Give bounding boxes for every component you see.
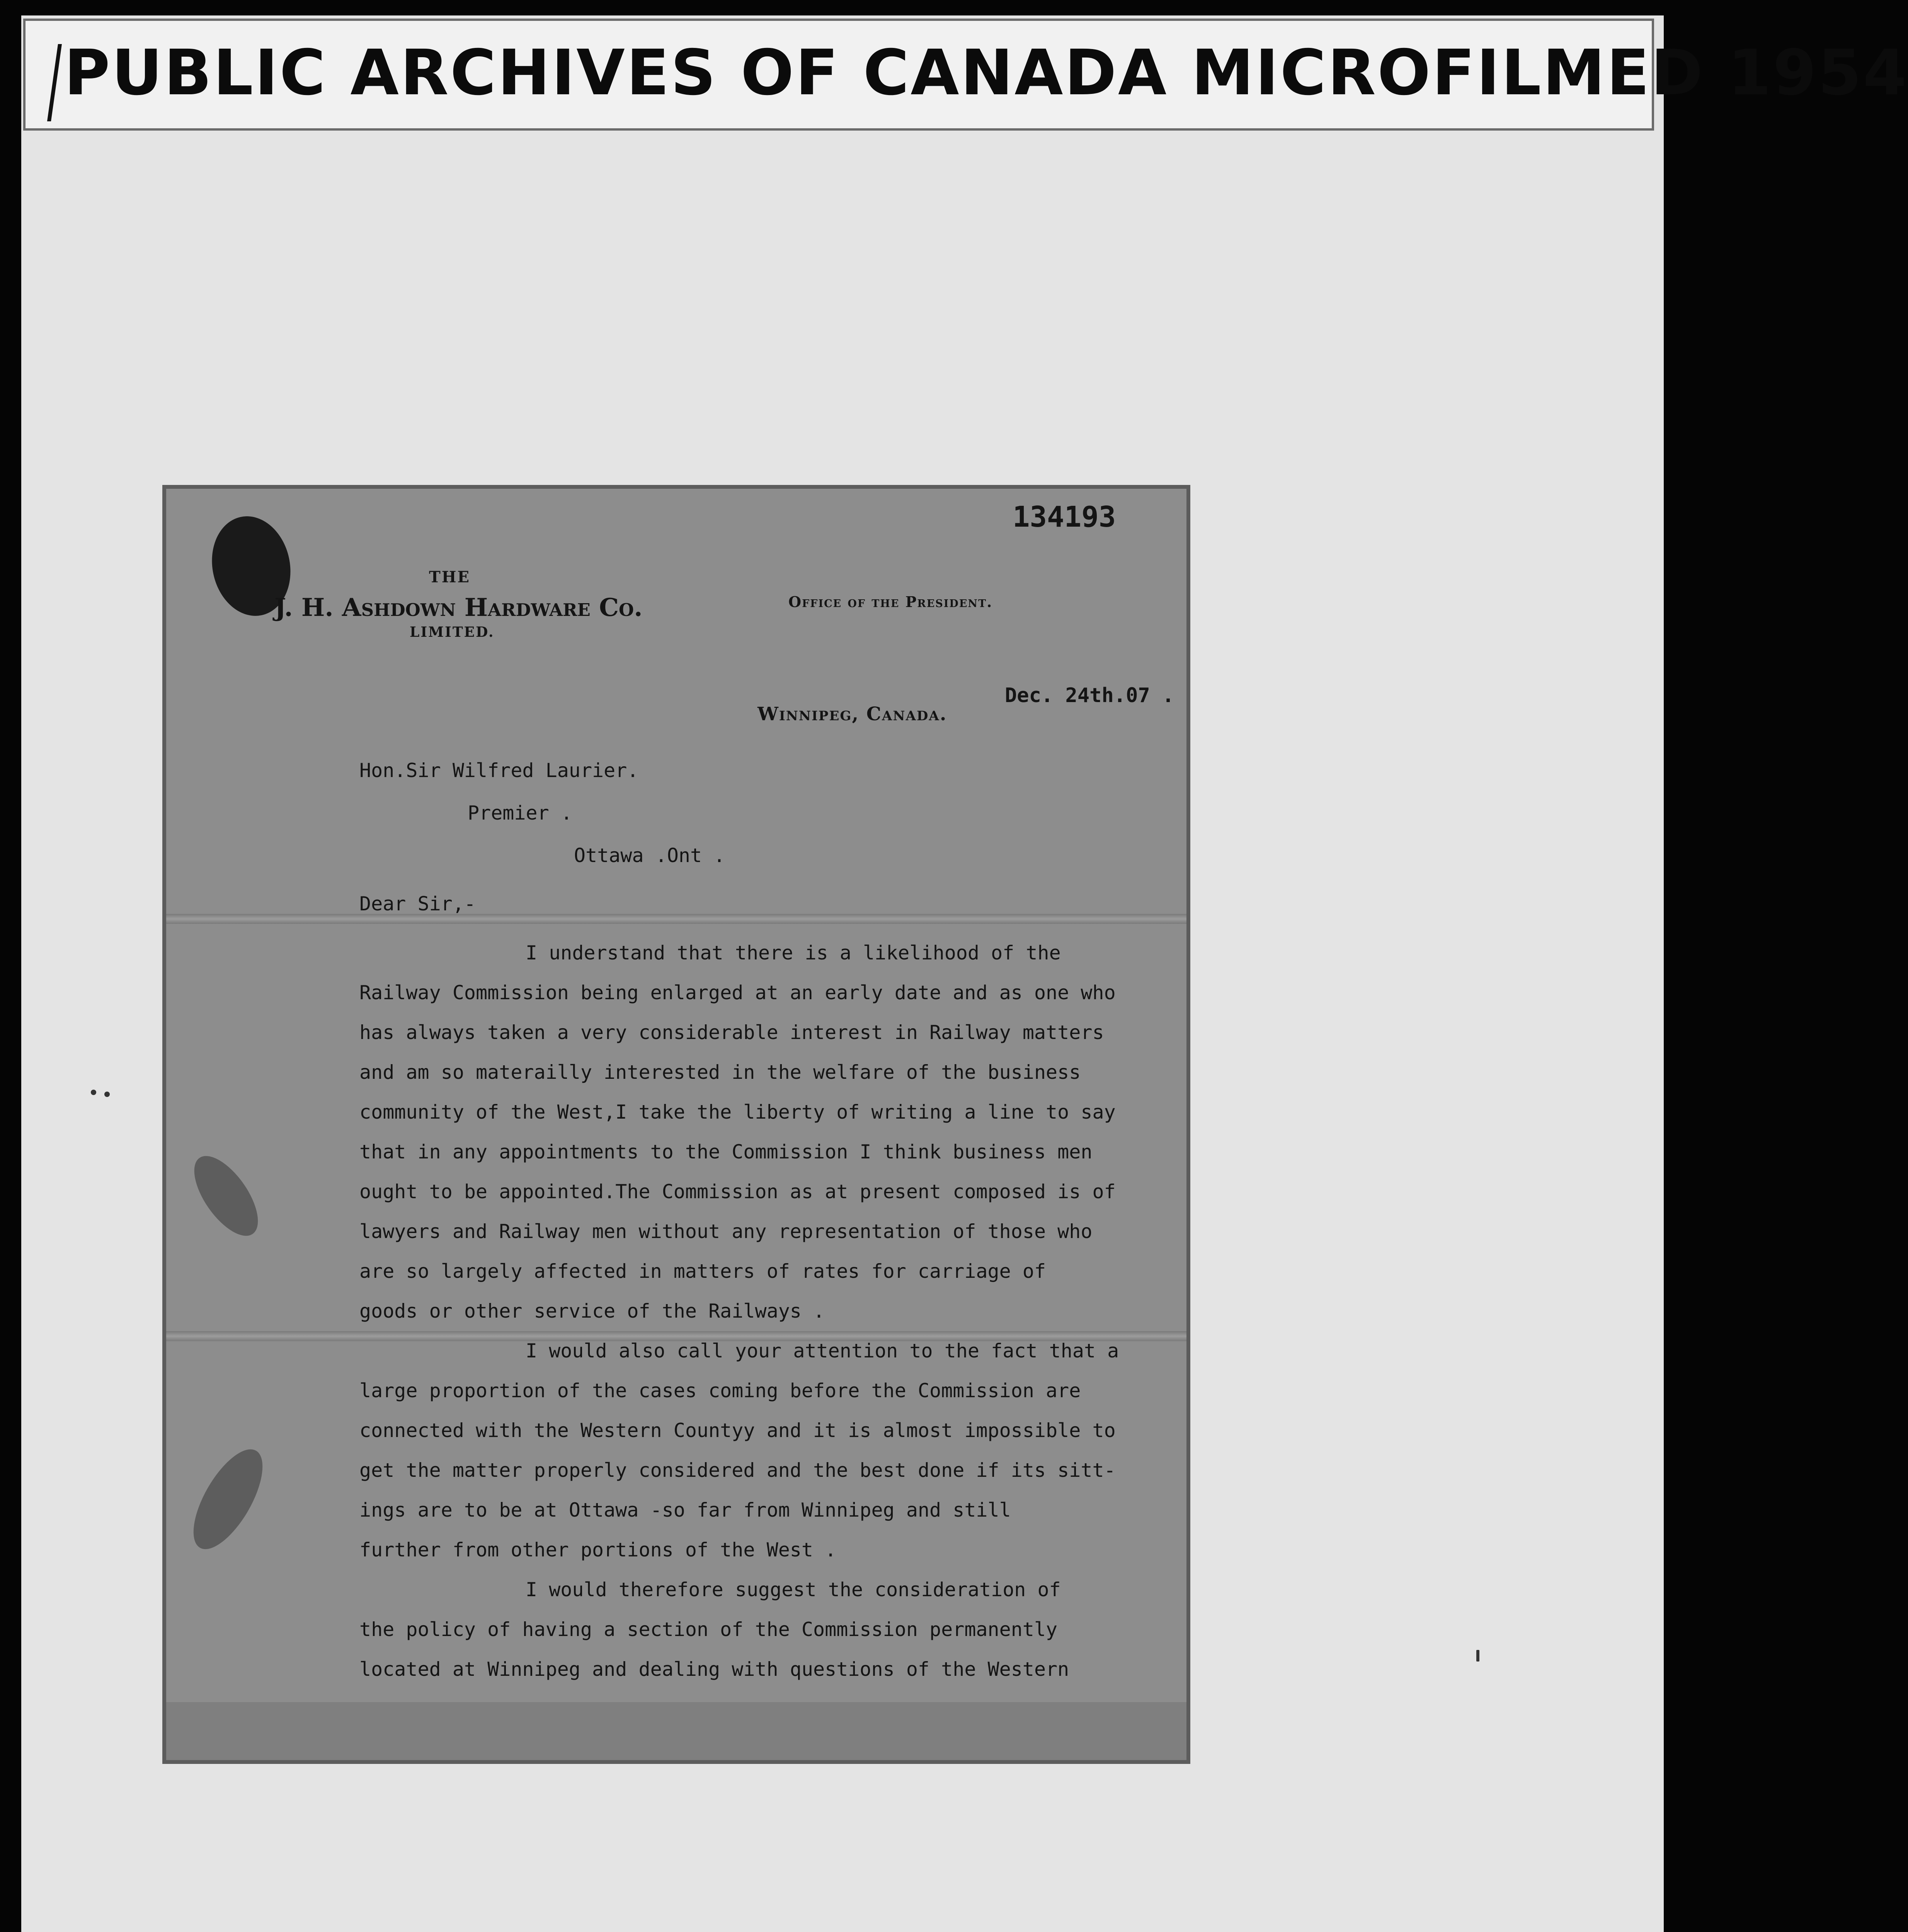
body-line: has always taken a very considerable interest in Railway matters [359, 1021, 1104, 1044]
film-speck [104, 1092, 110, 1097]
archive-banner [23, 19, 1908, 131]
page-shadow [166, 1702, 1186, 1760]
fold-crease [166, 914, 1186, 924]
body-line: connected with the Western Countyy and it is almost impossible to [359, 1419, 1116, 1442]
body-line: further from other portions of the West . [359, 1539, 837, 1561]
body-line: goods or other service of the Railways . [359, 1300, 825, 1322]
letterhead-limited: LIMITED. [410, 624, 495, 640]
letterhead-company: J. H. Ashdown Hardware Co. [274, 593, 643, 622]
film-speck [1476, 1650, 1479, 1662]
letter-body [359, 933, 1194, 1689]
recipient-title: Premier . [468, 802, 572, 824]
body-line: ought to be appointed.The Commission as at present composed is of [359, 1180, 1116, 1203]
body-line: ings are to be at Ottawa -so far from Winnipeg and still [359, 1499, 1011, 1521]
ink-smudge [182, 1146, 270, 1246]
recipient-name: Hon.Sir Wilfred Laurier. [359, 759, 639, 782]
body-line: that in any appointments to the Commission I think business men [359, 1141, 1093, 1163]
body-line: large proportion of the cases coming before the Commission are [359, 1379, 1081, 1402]
body-line: I would also call your attention to the fact that a [526, 1340, 1119, 1362]
ink-smudge [180, 1439, 276, 1559]
letter-page [162, 485, 1190, 1764]
banner-title: PUBLIC ARCHIVES OF CANADA MICROFILMED 1954 [64, 37, 1908, 109]
letterhead-the: THE [429, 568, 471, 586]
body-line: Railway Commission being enlarged at an early date and as one who [359, 981, 1116, 1004]
document-number: 134193 [1013, 500, 1116, 534]
body-line: located at Winnipeg and dealing with questions of the Western [359, 1658, 1069, 1680]
body-line: and am so materailly interested in the welfare of the business [359, 1061, 1081, 1083]
body-line: are so largely affected in matters of rates for carriage of [359, 1260, 1046, 1282]
body-line: lawyers and Railway men without any representation of those who [359, 1220, 1093, 1243]
body-line: the policy of having a section of the Commission permanently [359, 1618, 1058, 1641]
letterhead-office: Office of the President. [788, 593, 993, 611]
film-speck [91, 1090, 96, 1095]
body-line: I would therefore suggest the consideration of [526, 1578, 1061, 1601]
recipient-location: Ottawa .Ont . [574, 844, 725, 867]
letter-date: Dec. 24th.07 . [1005, 684, 1174, 707]
body-line: get the matter properly considered and the best done if its sitt- [359, 1459, 1116, 1481]
body-line: community of the West,I take the liberty of writing a line to say [359, 1101, 1116, 1123]
letter-place: Winnipeg, Canada. [757, 703, 947, 725]
body-line: I understand that there is a likelihood of the [526, 942, 1061, 964]
salutation: Dear Sir,- [359, 893, 476, 915]
